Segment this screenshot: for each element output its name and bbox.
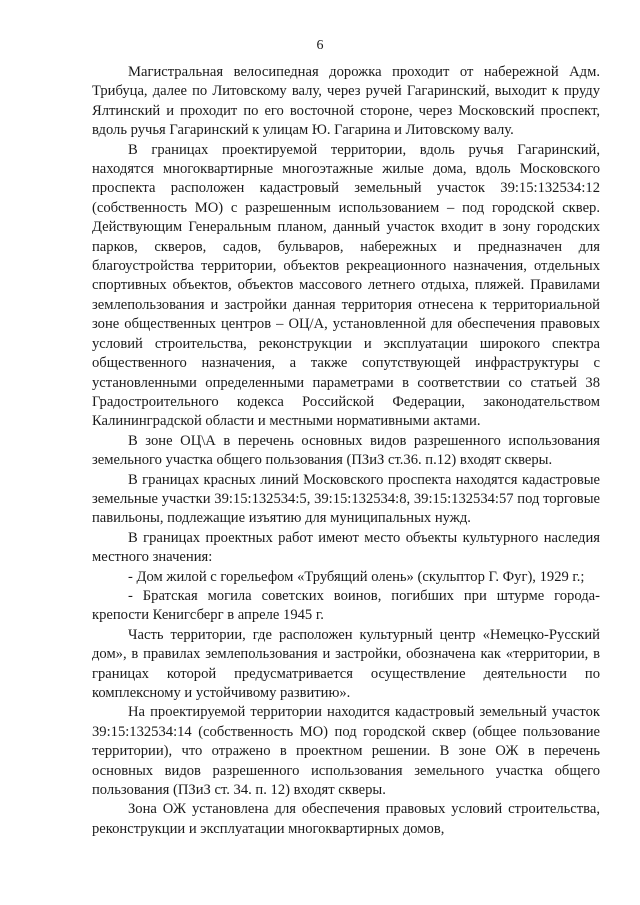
document-body [92,63,600,839]
paragraph-square-plot: На проектируемой территории находится кадастровый земельный участок 39:15:132534:14 (собственность МО) под городской сквер (общее пользование территории), что отражено в проектном решении. В зоне ОЖ в перечень основных видов разрешенного использования земельного участка общего пользования (ПЗиЗ ст. 34. п. 12) входят скверы. [92,704,600,799]
paragraph-cultural-center: Часть территории, где расположен культурный центр «Немецко-Русский дом», в правилах землепользования и застройки, обозначена как «территории, в границах которой предусматривается осуществление деятельности по комплексному и устойчивому развитию». [92,626,600,701]
page-number: 6 [316,38,324,53]
paragraph-heritage-intro: В границах проектных работ имеют место объекты культурного наследия местного значения: [92,529,600,566]
paragraph-zone-oj: Зона ОЖ установлена для обеспечения правовых условий строительства, реконструкции и эксплуатации многоквартирных домов, [92,801,600,837]
paragraph-project-territory: В границах проектируемой территории, вдоль ручья Гагаринский, находятся многоквартирные многоэтажные жилые дома, вдоль Московского проспекта расположен кадастровый земельный участок 39:15:132534:12 (собственность МО) с разрешенным использованием – под городской сквер. Действующим Генеральным планом, данный участок входит в зону городских парков, скверов, садов, бульваров, набережных и предназначен для благоустройства территории, объектов рекреационного назначения, отдельных спортивных объектов, объектов массового летнего отдыха, пляжей. Правилами землепользования и застройки данная территория отнесена к территориальной зоне общественных центров – ОЦ/А, установленной для обеспечения правовых условий строительства, реконструкции и эксплуатации широкого спектра общественного назначения, а также сопутствующей инфраструктуры с установленными определенными параметрами в соответствии со статьей 38 Градостроительного кодекса Российской Федерации, законодательством Калининградской области и местными нормативными актами. [92,141,600,430]
paragraph-bike-path: Магистральная велосипедная дорожка проходит от набережной Адм. Трибуца, далее по Литовскому валу, через ручей Гагаринский, выходит к пруду Ялтинский и проходит по его восточной стороне, через Московский проспект, вдоль ручья Гагаринский к улицам Ю. Гагарина и Литовскому валу. [92,64,600,139]
heritage-item-house: - Дом жилой с горельефом «Трубящий олень» (скульптор Г. Фуг), 1929 г.; [128,568,585,585]
heritage-item-grave: - Братская могила советских воинов, погибших при штурме города-крепости Кенигсберг в апреле 1945 г. [92,587,600,624]
paragraph-zone-ots: В зоне ОЦ\А в перечень основных видов разрешенного использования земельного участка общего пользования (ПЗиЗ ст.36. п.12) входят скверы. [92,432,600,469]
paragraph-red-lines: В границах красных линий Московского проспекта находятся кадастровые земельные участки 39:15:132534:5, 39:15:132534:8, 39:15:132534:57 под торговые павильоны, подлежащие изъятию для муниципальных нужд. [92,471,600,527]
